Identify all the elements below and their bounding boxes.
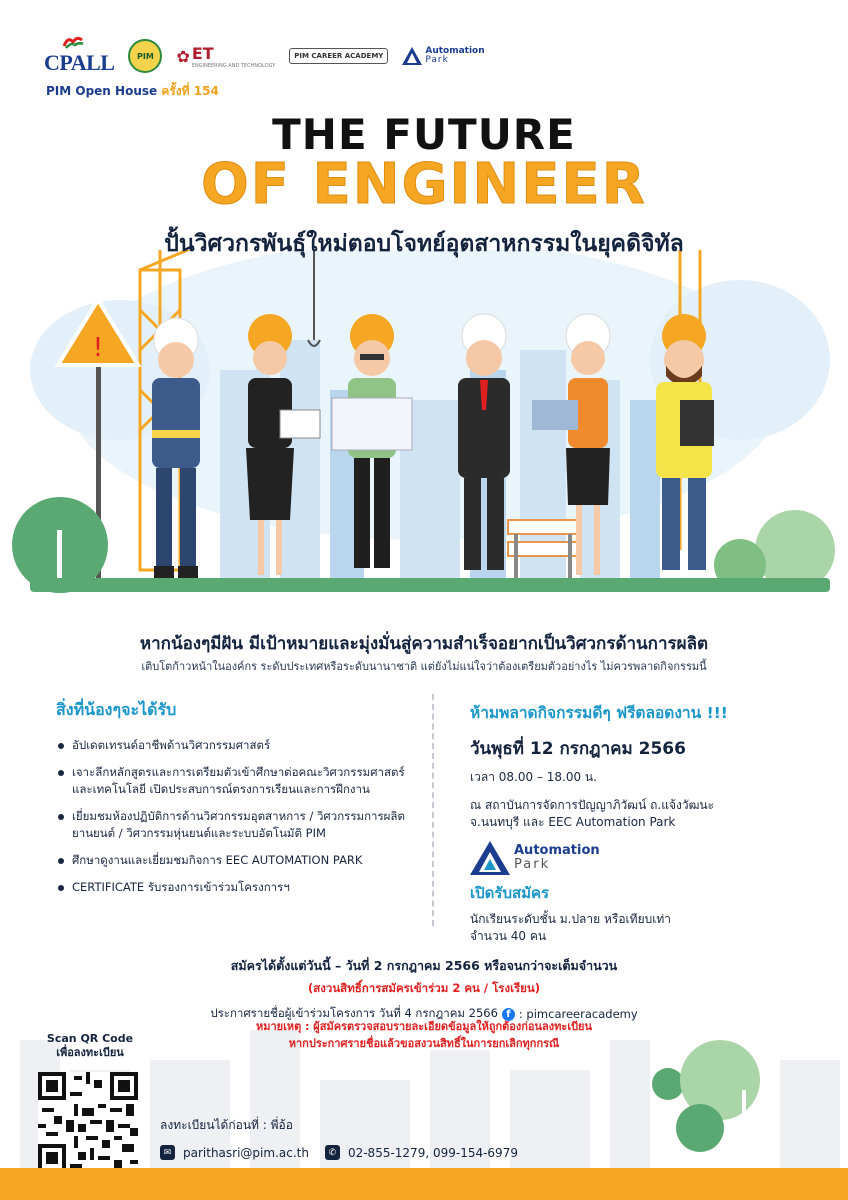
automation-park-logo: Automation Park [402, 47, 484, 65]
registration-qr-code[interactable] [38, 1072, 138, 1172]
event-promo: ห้ามพลาดกิจกรรมดีๆ ฟรีตลอดงาน !!! [470, 704, 728, 722]
registration-period: สมัครได้ตั้งแต่วันนี้ – วันที่ 2 กรกฎาคม 2566 หรือจนกว่าจะเต็มจำนวน [230, 958, 618, 973]
qr-label: Scan QR Code เพื่อลงทะเบียน [46, 1032, 134, 1059]
et-logo: ✿ ET ENGINEERING AND TECHNOLOGY [176, 43, 276, 69]
event-venue: ณ สถาบันการจัดการปัญญาภิวัฒน์ ถ.แจ้งวัฒนะ จ.นนทบุรี และ EEC Automation Park [470, 798, 715, 829]
cpall-logo: CPALL [44, 36, 114, 76]
pim-career-logo: PIM CAREER ACADEMY [289, 48, 388, 64]
title-line2: OF ENGINEER [201, 152, 647, 217]
column-divider [432, 694, 434, 926]
contact-email[interactable]: parithasri@pim.ac.th [183, 1145, 309, 1160]
automation-park-logo: Automation Park [470, 841, 810, 875]
intro-subline: เติบโตก้าวหน้าในองค์กร ระดับประเทศหรือระดับนานาชาติ แต่ยังไม่แน่ใจว่าต้องเตรียมตัวอย่างไร ไม่ควรพลาดกิจกรรมนี้ [141, 660, 707, 673]
benefits-heading: สิ่งที่น้องๆจะได้รับ [56, 700, 177, 719]
contact-phone[interactable]: 02-855-1279, 099-154-6979 [347, 1145, 518, 1160]
contact-info [160, 1116, 518, 1160]
pim-logo: PIM [128, 39, 162, 73]
registration-note: หมายเหตุ : ผู้สมัครตรวจสอบรายละเอียดข้อมูลให้ถูกต้องก่อนลงทะเบียน หากประกาศรายชื่อแล้วขอสงวนสิทธิ์ในการยกเลิกทุกกรณี [255, 1020, 593, 1050]
facebook-icon: f [502, 1008, 515, 1021]
title-subtitle: ปั้นวิศวกรพันธุ์ใหม่ตอบโจทย์อุตสาหกรรมในยุคดิจิทัล [164, 231, 684, 257]
title-line1: THE FUTURE [272, 110, 576, 159]
event-section [470, 700, 810, 945]
footer-bar [0, 1168, 848, 1200]
list-item: ศึกษาดูงานและเยี่ยมชมกิจการ EEC AUTOMATION PARK [56, 852, 416, 869]
benefits-list [56, 737, 416, 896]
list-item: เจาะลึกหลักสูตรและการเตรียมตัวเข้าศึกษาต่อคณะวิศวกรรมศาสตร์และเทคโนโลยี เปิดประสบการณ์ตรงการเรียนและการฝึกงาน [56, 764, 416, 798]
email-icon: ✉ [160, 1145, 175, 1160]
svg-text:!: ! [92, 333, 104, 363]
event-time: เวลา 08.00 – 18.00 น. [470, 770, 597, 784]
automation-park-icon [470, 841, 510, 875]
phone-icon: ✆ [325, 1145, 340, 1160]
contact-person: ลงทะเบียนได้ก่อนที่ : พี่อ้อ [160, 1118, 293, 1132]
benefits-section [56, 698, 416, 906]
announcement-line: ประกาศรายชื่อผู้เข้าร่วมโครงการ วันที่ 4 กรกฎาคม 2566 f : pimcareeracademy [210, 1006, 638, 1021]
automation-park-icon [402, 47, 422, 65]
register-heading: เปิดรับสมัคร [470, 884, 550, 902]
audience-info: นักเรียนระดับชั้น ม.ปลาย หรือเทียบเท่า จำนวน 40 คน [470, 912, 671, 943]
list-item: เยี่ยมชมห้องปฏิบัติการด้านวิศวกรรมอุตสาหการ / วิศวกรรมการผลิตยานยนต์ / วิศวกรรมหุ่นยนต์และระบบอัตโนมัติ PIM [56, 808, 416, 842]
engineers-illustration [0, 250, 848, 600]
registration-info [0, 956, 848, 1023]
list-item: อัปเดตเทรนด์อาชีพด้านวิศวกรรมศาสตร์ [56, 737, 416, 754]
partner-logos [44, 36, 485, 76]
event-date: วันพุธที่ 12 กรกฎาคม 2566 [470, 739, 686, 759]
open-house-label: PIM Open House ครั้งที่ 154 [46, 84, 219, 98]
registration-reserve: (สงวนสิทธิ์การสมัครเข้าร่วม 2 คน / โรงเรียน) [307, 981, 541, 995]
cpall-flag-icon [62, 36, 84, 50]
list-item: CERTIFICATE รับรองการเข้าร่วมโครงการฯ [56, 879, 416, 896]
intro-headline: หากน้องๆมีฝัน มีเป้าหมายและมุ่งมั่นสู่ความสำเร็จอยากเป็นวิศวกรด้านการผลิต [139, 634, 709, 654]
